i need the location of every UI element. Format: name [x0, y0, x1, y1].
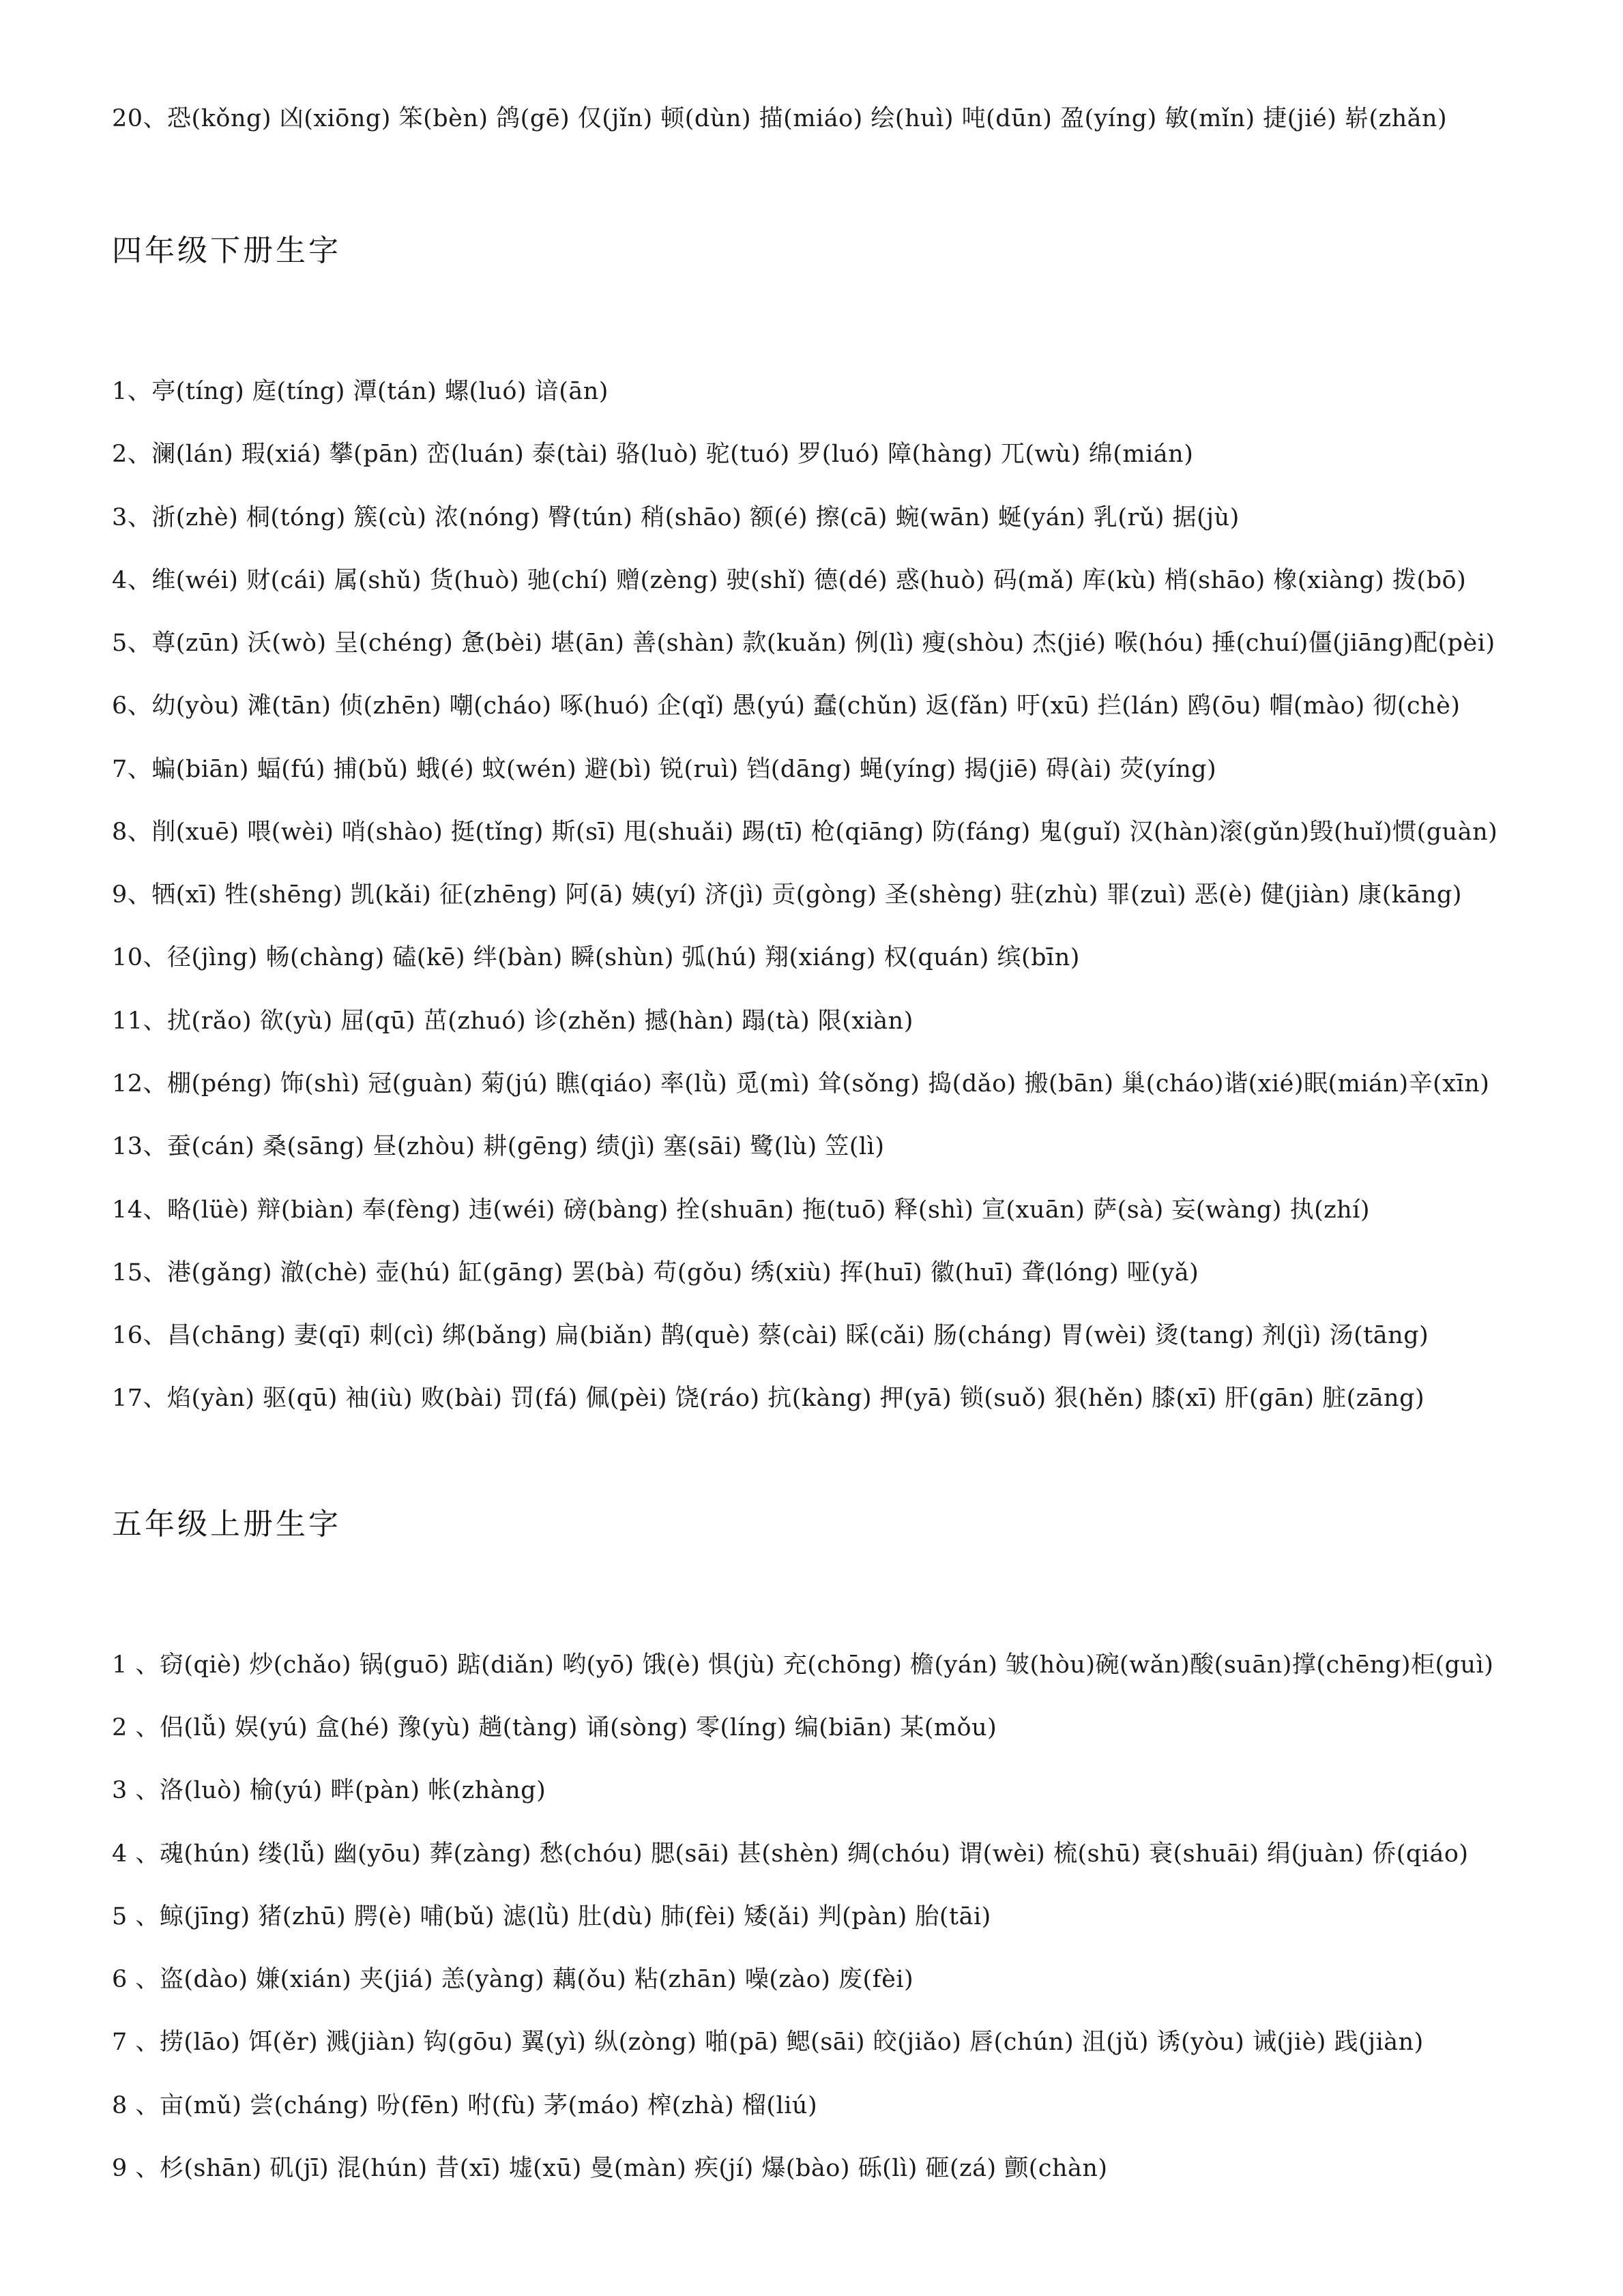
- list-item: 3 、洛(luò) 榆(yú) 畔(pàn) 帐(zhàng): [112, 1777, 546, 1804]
- list-item: 4 、魂(hún) 缕(lǚ) 幽(yōu) 葬(zàng) 愁(chóu) 腮(sāi) 甚(shèn) 绸(chóu) 谓(wèi) 梳(shū) 衰(shuāi) 绢(juàn) 侨(qiáo): [112, 1840, 1469, 1868]
- list-item: 8、削(xuē) 喂(wèi) 哨(shào) 挺(tǐng) 斯(sī) 甩(shuǎi) 踢(tī) 枪(qiāng) 防(fáng) 鬼(guǐ) 汉(hàn)滚(gǔn)毁(huǐ)惯(guàn): [112, 819, 1498, 846]
- list-item: 1、亭(tíng) 庭(tíng) 潭(tán) 螺(luó) 谙(ān): [112, 378, 609, 405]
- list-item: 2 、侣(lǚ) 娱(yú) 盒(hé) 豫(yù) 趟(tàng) 诵(sòng) 零(líng) 编(biān) 某(mǒu): [112, 1714, 997, 1741]
- list-item: 7、蝙(biān) 蝠(fú) 捕(bǔ) 蛾(é) 蚊(wén) 避(bì) 锐(ruì) 铛(dāng) 蝇(yíng) 揭(jiē) 碍(ài) 荧(yíng): [112, 756, 1217, 783]
- list-item: 16、昌(chāng) 妻(qī) 刺(cì) 绑(bǎng) 扁(biǎn) 鹊(què) 蔡(cài) 睬(cǎi) 肠(cháng) 胃(wèi) 烫(tang) 剂(jì) 汤(tāng): [112, 1322, 1429, 1349]
- list-item: 6 、盗(dào) 嫌(xián) 夹(jiá) 恙(yàng) 藕(ǒu) 粘(zhān) 噪(zào) 废(fèi): [112, 1966, 914, 1993]
- list-item: 1 、窃(qiè) 炒(chǎo) 锅(guō) 踮(diǎn) 哟(yō) 饿(è) 惧(jù) 充(chōng) 檐(yán) 皱(hòu)碗(wǎn)酸(suān)撑(chēng)柜(guì): [112, 1651, 1494, 1679]
- list-item: 13、蚕(cán) 桑(sāng) 昼(zhòu) 耕(gēng) 绩(jì) 塞(sāi) 鹭(lù) 笠(lì): [112, 1133, 885, 1160]
- list-item: 5、尊(zūn) 沃(wò) 呈(chéng) 惫(bèi) 堪(ān) 善(shàn) 款(kuǎn) 例(lì) 瘦(shòu) 杰(jié) 喉(hóu) 捶(chuí)僵(jiāng)配(pèi): [112, 630, 1495, 657]
- list-item: 2、澜(lán) 瑕(xiá) 攀(pān) 峦(luán) 泰(tài) 骆(luò) 驼(tuó) 罗(luó) 障(hàng) 兀(wù) 绵(mián): [112, 441, 1194, 468]
- section-heading-grade4-vol2: 四年级下册生字: [112, 233, 341, 268]
- list-item: 9、牺(xī) 牲(shēng) 凯(kǎi) 征(zhēng) 阿(ā) 姨(yí) 济(jì) 贡(gòng) 圣(shèng) 驻(zhù) 罪(zuì) 恶(è) 健(jiàn) 康(kāng): [112, 881, 1463, 909]
- list-item: 7 、捞(lāo) 饵(ěr) 溅(jiàn) 钩(gōu) 翼(yì) 纵(zòng) 啪(pā) 鳃(sāi) 皎(jiǎo) 唇(chún) 沮(jǔ) 诱(yòu) 诫(jiè) 践(jiàn): [112, 2029, 1424, 2056]
- list-item: 11、扰(rǎo) 欲(yù) 屈(qū) 茁(zhuó) 诊(zhěn) 撼(hàn) 蹋(tà) 限(xiàn): [112, 1007, 913, 1035]
- list-item: 9 、杉(shān) 矶(jī) 混(hún) 昔(xī) 墟(xū) 曼(màn) 疾(jí) 爆(bào) 砾(lì) 砸(zá) 颤(chàn): [112, 2155, 1108, 2182]
- list-item: 3、浙(zhè) 桐(tóng) 簇(cù) 浓(nóng) 臀(tún) 稍(shāo) 额(é) 擦(cā) 蜿(wān) 蜒(yán) 乳(rǔ) 据(jù): [112, 504, 1240, 531]
- section-heading-grade5-vol1: 五年级上册生字: [112, 1507, 341, 1542]
- carryover-line-20: 20、恐(kǒng) 凶(xiōng) 笨(bèn) 鸽(gē) 仅(jǐn) 顿(dùn) 描(miáo) 绘(huì) 吨(dūn) 盈(yíng) 敏(mǐn) 捷(jié) 崭(zhǎn): [112, 105, 1448, 132]
- list-item: 5 、鲸(jīng) 猪(zhū) 腭(è) 哺(bǔ) 滤(lǜ) 肚(dù) 肺(fèi) 矮(ǎi) 判(pàn) 胎(tāi): [112, 1903, 991, 1930]
- list-item: 15、港(gǎng) 澈(chè) 壶(hú) 缸(gāng) 罢(bà) 苟(gǒu) 绣(xiù) 挥(huī) 徽(huī) 聋(lóng) 哑(yǎ): [112, 1259, 1199, 1286]
- list-item: 14、略(lüè) 辩(biàn) 奉(fèng) 违(wéi) 磅(bàng) 拴(shuān) 拖(tuō) 释(shì) 宣(xuān) 萨(sà) 妄(wàng) 执(zhí): [112, 1196, 1371, 1224]
- list-item: 17、焰(yàn) 驱(qū) 袖(iù) 败(bài) 罚(fá) 佩(pèi) 饶(ráo) 抗(kàng) 押(yā) 锁(suǒ) 狠(hěn) 膝(xī) 肝(gān) 脏(zāng): [112, 1385, 1425, 1412]
- list-item: 10、径(jìng) 畅(chàng) 磕(kē) 绊(bàn) 瞬(shùn) 弧(hú) 翔(xiáng) 权(quán) 缤(bīn): [112, 944, 1080, 971]
- list-item: 8 、亩(mǔ) 尝(cháng) 吩(fēn) 咐(fù) 茅(máo) 榨(zhà) 榴(liú): [112, 2092, 818, 2119]
- list-item: 6、幼(yòu) 滩(tān) 侦(zhēn) 嘲(cháo) 啄(huó) 企(qǐ) 愚(yú) 蠢(chǔn) 返(fǎn) 吁(xū) 拦(lán) 鸥(ōu) 帽(mào) 彻(chè): [112, 692, 1461, 720]
- list-item: 12、棚(péng) 饰(shì) 冠(guàn) 菊(jú) 瞧(qiáo) 率(lǜ) 觅(mì) 耸(sǒng) 捣(dǎo) 搬(bān) 巢(cháo)谐(xié)眠(mián)辛(xīn): [112, 1070, 1490, 1098]
- list-item: 4、维(wéi) 财(cái) 属(shǔ) 货(huò) 驰(chí) 赠(zèng) 驶(shǐ) 德(dé) 惑(huò) 码(mǎ) 库(kù) 梢(shāo) 橡(xiàng) 拨(bō): [112, 567, 1467, 594]
